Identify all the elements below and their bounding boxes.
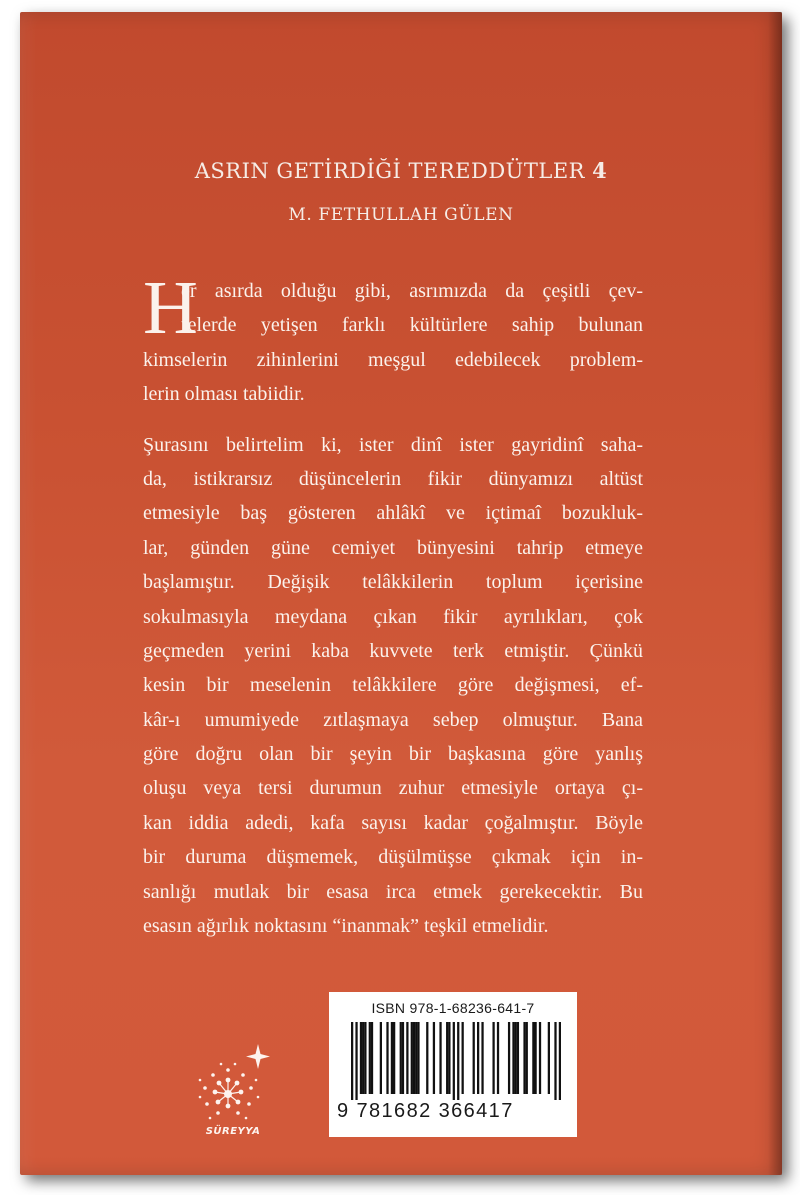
blurb-text: [143, 266, 643, 959]
barcode-bar: [559, 1022, 561, 1100]
blurb-line: lar, günden güne cemiyet bünyesini tahrip etmeye: [143, 536, 643, 559]
barcode-bar: [539, 1022, 541, 1094]
barcode-bar: [492, 1022, 494, 1094]
blurb-line: göre doğru olan bir şeyin bir başkasına göre yanlış: [143, 743, 643, 766]
book-title-main: ASRIN GETİRDİĞİ TEREDDÜTLER: [194, 159, 585, 183]
sun-star-icon: [188, 1040, 278, 1140]
barcode-bar: [512, 1022, 514, 1094]
publisher-name: SÜREYYA: [205, 1126, 261, 1137]
barcode-bar: [364, 1022, 366, 1094]
book-back-cover: [20, 12, 782, 1175]
blurb-line: etmesiyle baş gösteren ahlâkî ve içtimaî bozukluk-: [143, 502, 643, 525]
blurb-line: Şurasını belirtelim ki, ister dinî ister gayridinî saha-: [143, 433, 643, 456]
barcode-icon: [351, 1022, 561, 1100]
blurb-line: sanlığı mutlak bir esasa irca etmek gerekecektir. Bu: [143, 880, 643, 903]
barcode-bar: [448, 1022, 450, 1094]
blurb-line: relerde yetişen farklı kültürlere sahip bulunan: [181, 314, 643, 337]
barcode-bar: [355, 1022, 357, 1100]
barcode-bar: [532, 1022, 534, 1094]
blurb-line: kesin bir meselenin telâkkilere göre değişmesi, ef-: [143, 674, 643, 697]
barcode-bar: [534, 1022, 536, 1094]
barcode-bar: [439, 1022, 441, 1094]
barcode-bar: [360, 1022, 362, 1094]
barcode-bar: [362, 1022, 364, 1094]
barcode-bar: [457, 1022, 459, 1100]
blurb-line: kâr-ı umumiyede zıtlaşmaya sebep olmuştur. Bana: [143, 708, 643, 731]
barcode-bar: [548, 1022, 550, 1094]
barcode-bar: [351, 1022, 353, 1100]
barcode-bar: [473, 1022, 475, 1094]
barcode-bar: [515, 1022, 517, 1094]
barcode-bar: [508, 1022, 510, 1094]
barcode-bar: [417, 1022, 419, 1094]
barcode-bar: [393, 1022, 395, 1094]
barcode-bar: [477, 1022, 479, 1094]
barcode-bar: [453, 1022, 455, 1100]
barcode-bar: [406, 1022, 408, 1094]
barcode-bar: [386, 1022, 388, 1094]
barcode-bar: [446, 1022, 448, 1094]
book-title-volume: 4: [592, 158, 608, 183]
barcode-bar: [523, 1022, 525, 1094]
blurb-paragraph-1: [143, 266, 643, 412]
book-title: [20, 158, 782, 183]
barcode-digits: 9 781682 366417: [337, 1100, 514, 1122]
blurb-line: kan iddia adedi, kafa sayısı kadar çoğalmıştır. Böyle: [143, 811, 643, 834]
barcode-bar: [433, 1022, 435, 1094]
blurb-paragraph-2: [143, 428, 643, 944]
barcode-bar: [426, 1022, 428, 1094]
barcode-bar: [462, 1022, 464, 1094]
book-author: M. FETHULLAH GÜLEN: [288, 205, 514, 225]
barcode-bar: [526, 1022, 528, 1094]
barcode-bar: [402, 1022, 404, 1094]
isbn-barcode-box: [329, 992, 577, 1137]
blurb-line: lerin olması tabiidir.: [143, 383, 305, 406]
blurb-line: da, istikrarsız düşüncelerin fikir dünyamızı altüst: [143, 467, 643, 490]
blurb-line: geçmeden yerini kaba kuvvete terk etmiştir. Çünkü: [143, 639, 643, 662]
barcode-bar: [400, 1022, 402, 1094]
barcode-bar: [380, 1022, 382, 1094]
blurb-line: esasın ağırlık noktasını “inanmak” teşkil etmelidir.: [143, 915, 549, 938]
barcode-bar: [415, 1022, 417, 1094]
barcode-bar: [481, 1022, 483, 1094]
blurb-line: kimselerin zihinlerini meşgul edebilecek problem-: [143, 348, 643, 371]
blurb-line: sokulmasıyla meydana çıkan fikir ayrılıkları, çok: [143, 605, 643, 628]
drop-cap: H: [143, 266, 198, 350]
barcode-bar: [411, 1022, 413, 1094]
cover-edge-shadow: [768, 12, 782, 1175]
barcode-bar: [517, 1022, 519, 1094]
blurb-line: bir duruma düşmemek, düşülmüşse çıkmak için in-: [143, 846, 643, 869]
blurb-line: başlamıştır. Değişik telâkkilerin toplum içerisine: [143, 571, 643, 594]
blurb-line: H er asırda olduğu gibi, asrımızda da çeşitli çev-: [143, 266, 643, 350]
barcode-bar: [391, 1022, 393, 1094]
isbn-label: ISBN 978-1-68236-641-7: [371, 1000, 535, 1016]
barcode-bar: [371, 1022, 373, 1094]
barcode-bar: [497, 1022, 499, 1094]
blurb-line: oluşu veya tersi durumun zuhur etmesiyle ortaya çı-: [143, 777, 643, 800]
barcode-bar: [554, 1022, 556, 1100]
barcode-bar: [369, 1022, 371, 1094]
barcode-bar: [413, 1022, 415, 1094]
